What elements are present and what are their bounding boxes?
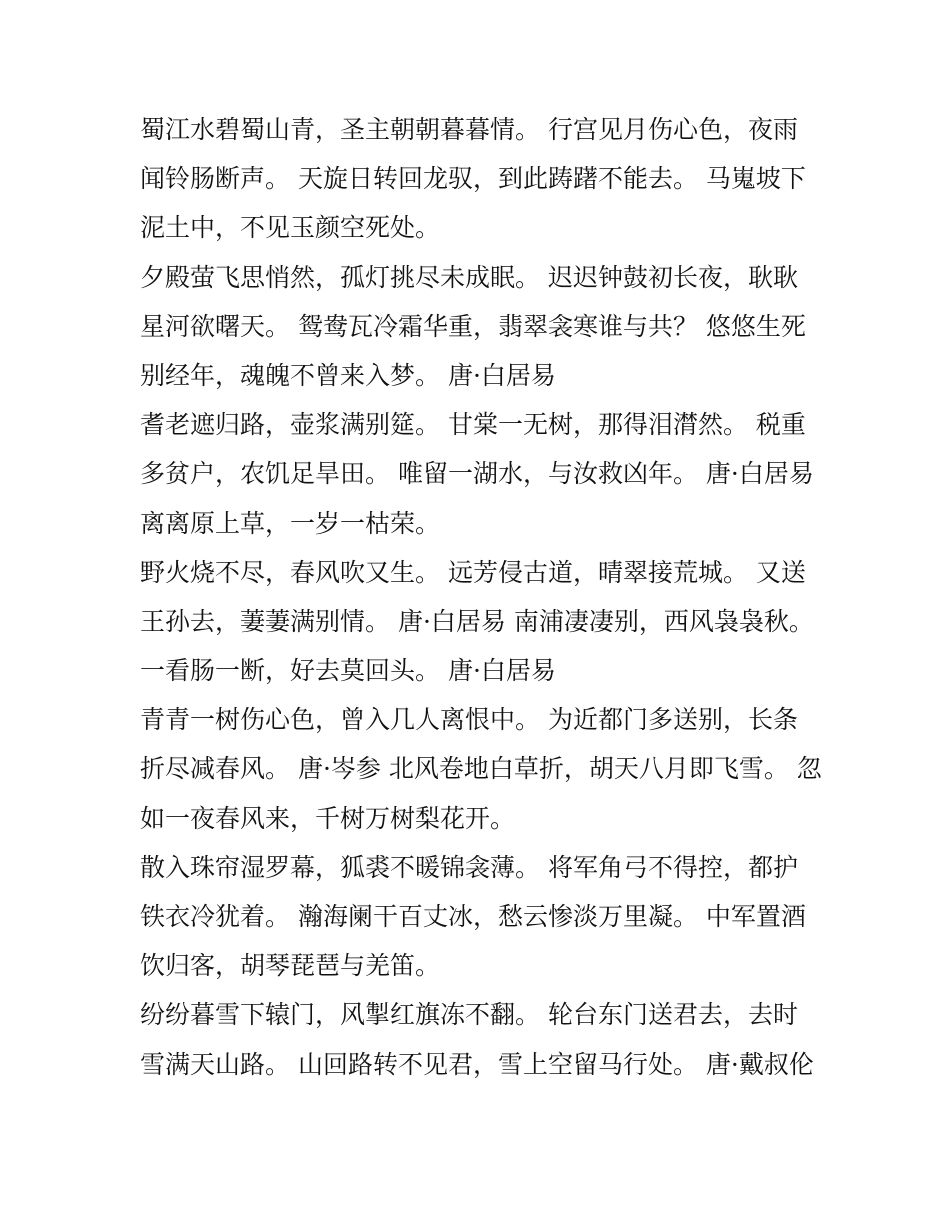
text-line: 野火烧不尽，春风吹又生。 远芳侵古道，晴翠接荒城。 又送 bbox=[140, 557, 806, 587]
text-line: 王孙去，萋萋满别情。 唐·白居易 南浦凄凄别，西风袅袅秋。 bbox=[140, 606, 814, 636]
text-line: 铁衣冷犹着。 瀚海阑干百丈冰，愁云惨淡万里凝。 中军置酒 bbox=[140, 902, 806, 931]
text-line: 星河欲曙天。 鸳鸯瓦冷霜华重，翡翠衾寒谁与共？ 悠悠生死 bbox=[140, 311, 806, 341]
text-line: 闻铃肠断声。 天旋日转回龙驭，到此踌躇不能去。 马嵬坡下 bbox=[140, 164, 806, 194]
text-line: 散入珠帘湿罗幕，狐裘不暖锦衾薄。 将军角弓不得控，都护 bbox=[140, 852, 798, 882]
text-line: 纷纷暮雪下辕门，风掣红旗冻不翻。 轮台东门送君去，去时 bbox=[140, 1000, 798, 1030]
text-line: 折尽减春风。 唐·岑参 北风卷地白草折，胡天八月即飞雪。 忽 bbox=[140, 754, 822, 784]
text-line: 离离原上草，一岁一枯荣。 bbox=[140, 508, 441, 538]
text-line: 多贫户，农饥足旱田。 唯留一湖水，与汝救凶年。 唐·白居易 bbox=[140, 459, 814, 489]
poem-text-block bbox=[140, 105, 840, 1089]
text-line: 蜀江水碧蜀山青，圣主朝朝暮暮情。 行宫见月伤心色，夜雨 bbox=[140, 115, 798, 144]
text-line: 夕殿萤飞思悄然，孤灯挑尽未成眠。 迟迟钟鼓初长夜，耿耿 bbox=[140, 262, 798, 292]
text-line: 别经年，魂魄不曾来入梦。 唐·白居易 bbox=[140, 360, 556, 390]
text-line: 如一夜春风来，千树万树梨花开。 bbox=[140, 803, 516, 833]
text-line: 泥土中，不见玉颜空死处。 bbox=[140, 213, 441, 243]
text-line: 雪满天山路。 山回路转不见君，雪上空留马行处。 唐·戴叔伦 bbox=[140, 1049, 814, 1079]
text-line: 一看肠一断，好去莫回头。 唐·白居易 bbox=[140, 656, 556, 686]
text-line: 耆老遮归路，壶浆满别筵。 甘棠一无树，那得泪潸然。 税重 bbox=[140, 410, 806, 440]
text-line: 青青一树伤心色，曾入几人离恨中。 为近都门多送别，长条 bbox=[140, 705, 798, 735]
text-line: 饮归客，胡琴琵琶与羌笛。 bbox=[140, 951, 441, 981]
